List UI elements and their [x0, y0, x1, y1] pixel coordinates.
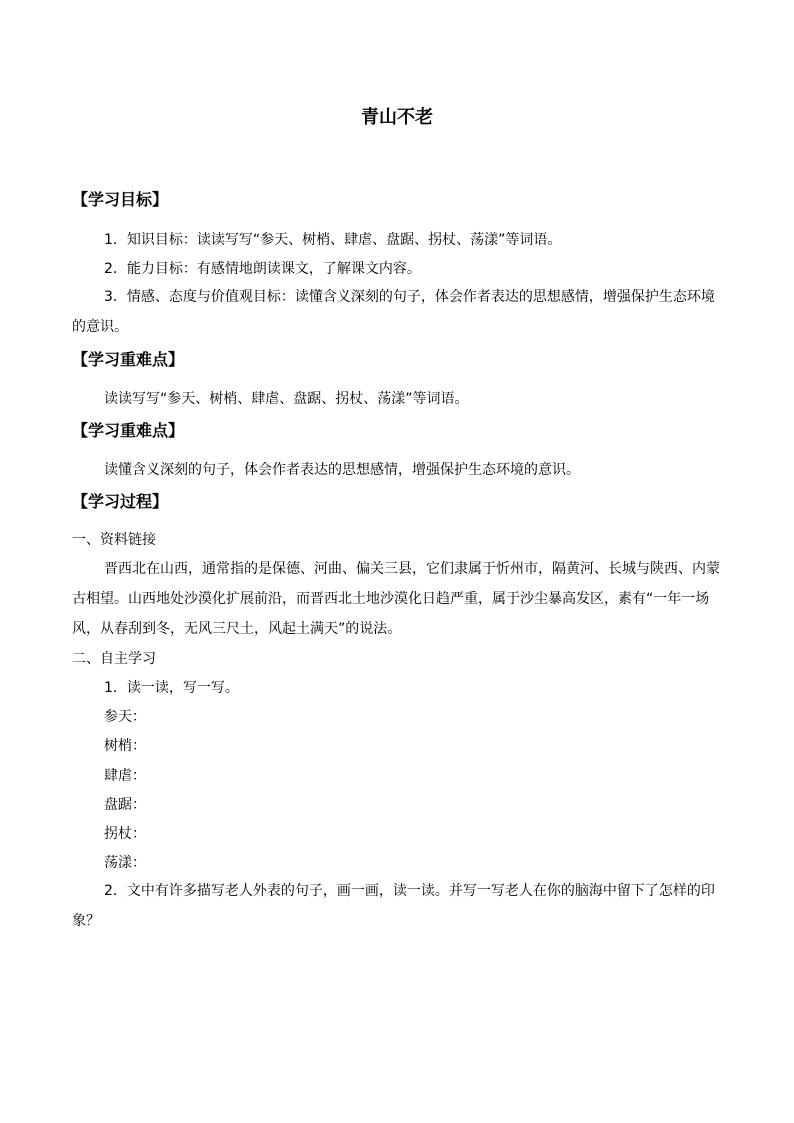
process-part1-text: 晋西北在山西，通常指的是保德、河曲、偏关三县，它们隶属于忻州市，隔黄河、长城与陕西、内蒙古相望。山西地处沙漠化扩展前沿，而晋西北土地沙漠化日趋严重，属于沙尘暴高发区，素有“一年一场风，从春刮到冬，无风三尺土，风起土满天”的说法。 [72, 561, 720, 637]
section-heading-process: 【学习过程】 [72, 492, 169, 511]
difficult-points-text: 读懂含义深刻的句子，体会作者表达的思想感情，增强保护生态环境的意识。 [104, 462, 580, 478]
document-title: 青山不老 [361, 107, 433, 128]
key-points-text: 读读写写“参天、树梢、肆虐、盘踞、拐杖、荡漾”等词语。 [104, 391, 469, 407]
word-item-cantian: 参天： [104, 709, 146, 725]
objective-item-3: 3．情感、态度与价值观目标：读懂含义深刻的句子，体会作者表达的思想感情，增强保护生态环境的意识。 [72, 289, 715, 335]
word-item-dangyang: 荡漾： [104, 855, 146, 871]
section-heading-difficult-points: 【学习重难点】 [72, 421, 185, 440]
word-item-shushao: 树梢： [104, 738, 146, 754]
process-part1-title: 一、资料链接 [72, 532, 156, 548]
process-part2-title: 二、自主学习 [72, 651, 156, 667]
task-1-prompt: 1．读一读，写一写。 [104, 680, 239, 696]
objective-item-1: 1．知识目标：读读写写“参天、树梢、肆虐、盘踞、拐杖、荡漾”等词语。 [104, 232, 562, 248]
task-2-prompt: 2．文中有许多描写老人外表的句子，画一画，读一读。并写一写老人在你的脑海中留下了怎样的印象？ [72, 883, 715, 929]
word-item-panju: 盘踞： [104, 797, 146, 813]
objective-item-2: 2．能力目标：有感情地朗读课文，了解课文内容。 [104, 261, 421, 277]
section-heading-key-points: 【学习重难点】 [72, 350, 185, 369]
section-heading-objectives: 【学习目标】 [72, 190, 169, 209]
word-item-guaizhang: 拐杖： [104, 826, 146, 842]
word-item-sinue: 肆虐： [104, 768, 146, 784]
